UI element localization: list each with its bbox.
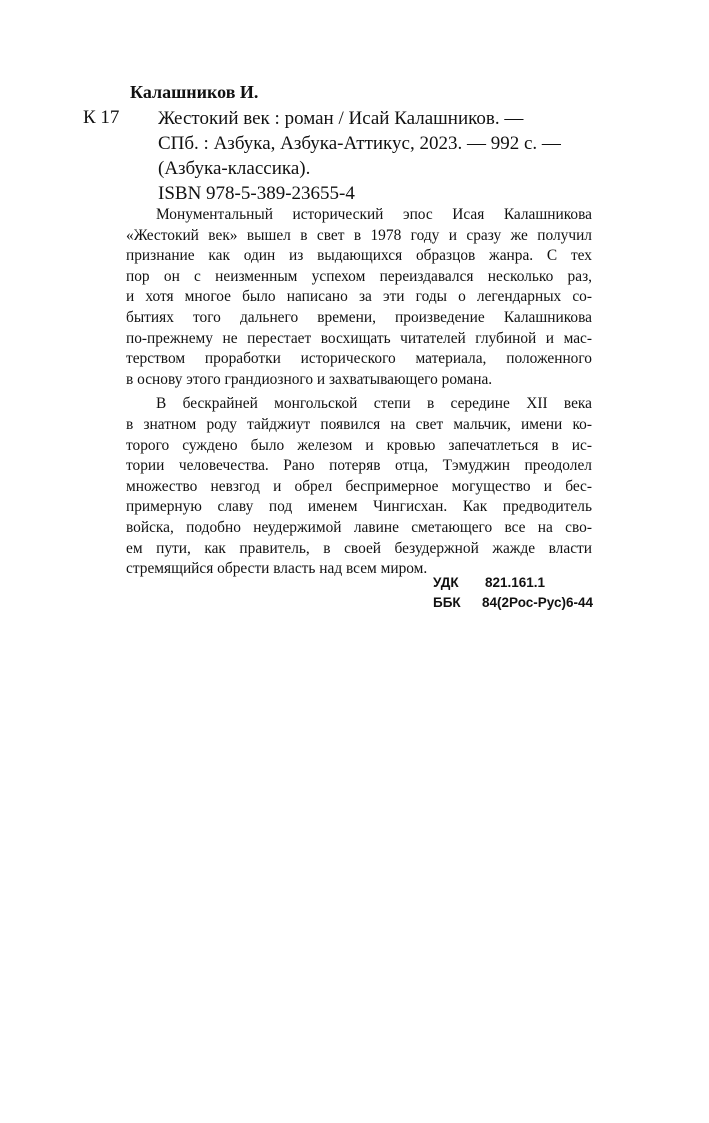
series-line: (Азбука-классика). (158, 158, 311, 179)
bbk-value: 84(2Рос-Рус)6-44 (482, 595, 593, 610)
annotation-line: примерную славу под именем Чингисхан. Как предводитель (126, 498, 592, 516)
author-mark: К 17 (83, 107, 120, 128)
udk-row (433, 573, 593, 593)
bibliographic-description (158, 106, 592, 206)
annotation-line: тории человечества. Рано потеряв отца, Тэмуджин преодолел (126, 457, 592, 475)
annotation (126, 205, 592, 580)
annotation-line: «Жестокий век» вышел в свет в 1978 году и сразу же получил (126, 226, 592, 244)
annotation-line: по-прежнему не перестает восхищать читателей глубиной и мас- (126, 329, 592, 347)
annotation-line: В бескрайней монгольской степи в середине XII века (156, 395, 592, 413)
bbk-row (433, 593, 593, 613)
title-line: Жестокий век : роман / Исай Калашников. — (158, 108, 524, 129)
annotation-line: ем пути, как правитель, в своей безудержной жажде власти (126, 539, 592, 557)
bbk-label: ББК (433, 595, 461, 610)
udk-label: УДК (433, 575, 459, 590)
annotation-line: стремящийся обрести власть над всем миром. (126, 560, 428, 578)
annotation-paragraph-1 (126, 205, 592, 390)
annotation-line: бытиях того дальнего времени, произведение Калашникова (126, 308, 592, 326)
classification-codes (433, 573, 593, 613)
annotation-line: пор он с неизменным успехом переиздавался несколько раз, (126, 267, 592, 285)
annotation-line: торого суждено было железом и кровью запечатлеться в ис- (126, 436, 592, 454)
annotation-line: признание как один из выдающихся образцов жанра. С тех (126, 247, 592, 265)
author-heading: Калашников И. (130, 82, 259, 102)
annotation-line: множество невзгод и обрел беспримерное могущество и бес- (126, 477, 592, 495)
publication-line: СПб. : Азбука, Азбука-Аттикус, 2023. — 992 с. — (158, 133, 561, 154)
isbn-line: ISBN 978-5-389-23655-4 (158, 183, 355, 204)
annotation-line: в знатном роду тайджиут появился на свет мальчик, имени ко- (126, 415, 592, 433)
annotation-line: в основу этого грандиозного и захватывающего романа. (126, 370, 493, 388)
udk-value: 821.161.1 (485, 575, 546, 590)
annotation-line: и хотя многое было написано за эти годы о легендарных со- (126, 288, 592, 306)
annotation-line: терством проработки исторического материала, положенного (126, 350, 592, 368)
annotation-paragraph-2 (126, 394, 592, 579)
annotation-line: Монументальный исторический эпос Исая Калашникова (156, 206, 592, 223)
annotation-line: войска, подобно неудержимой лавине сметающего все на сво- (126, 518, 592, 536)
